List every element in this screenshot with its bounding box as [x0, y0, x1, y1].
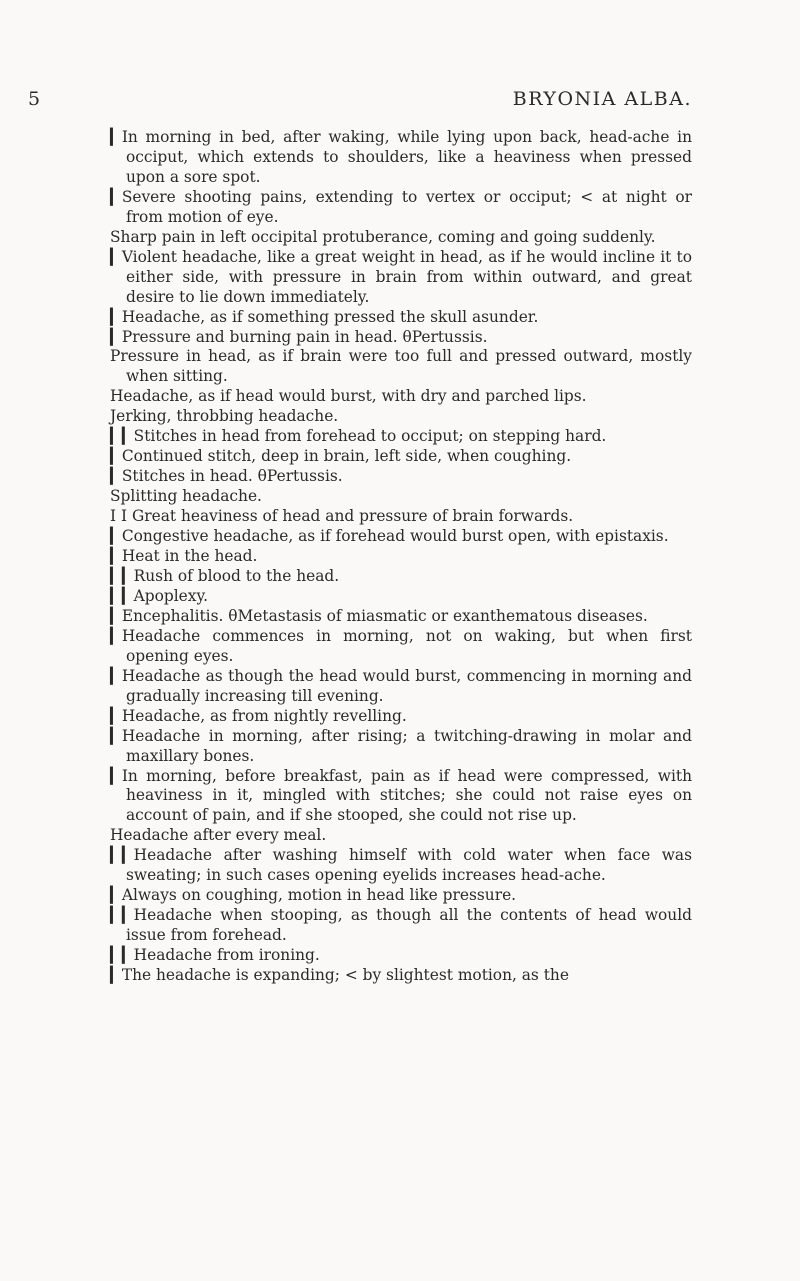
symptom-entry: ▎Always on coughing, motion in head like pressure.	[110, 886, 517, 905]
symptom-entry: Pressure in head, as if brain were too full and pressed outward, mostly when sitting.	[110, 347, 692, 386]
symptom-entry: ▎Violent headache, like a great weight in head, as if he would incline it to either side, with pressure in brain from within outward, and great desire to lie down immediately.	[110, 247, 692, 306]
symptom-entry: ▎▎Stitches in head from forehead to occiput; on stepping hard.	[110, 427, 607, 446]
symptom-entry: ▎The headache is expanding; < by slightest motion, as the	[110, 966, 569, 985]
page-header	[0, 88, 800, 116]
symptom-entry: Jerking, throbbing headache.	[110, 407, 339, 426]
symptom-entry: ▎Encephalitis. θMetastasis of miasmatic or exanthematous diseases.	[110, 606, 648, 625]
symptom-entry: ▎Headache, as from nightly revelling.	[110, 706, 407, 725]
symptom-entry: ▎Headache in morning, after rising; a twitching-drawing in molar and maxillary bones.	[110, 726, 692, 765]
symptom-entry: ▎Headache as though the head would burst, commencing in morning and gradually increasing till evening.	[110, 666, 692, 705]
symptom-entry: ▎▎Headache after washing himself with cold water when face was sweating; in such cases opening eyelids increases head-ache.	[110, 846, 692, 885]
symptom-entry: ▎Headache, as if something pressed the skull asunder.	[110, 307, 539, 326]
page-number: 5	[28, 88, 41, 110]
body-text	[110, 128, 692, 986]
symptom-entry: ▎▎Apoplexy.	[110, 586, 209, 605]
symptom-entry: ▎▎Headache from ironing.	[110, 946, 320, 965]
symptom-entry: I I Great heaviness of head and pressure of brain forwards.	[110, 507, 574, 526]
symptom-entry: ▎Severe shooting pains, extending to vertex or occiput; < at night or from motion of eye.	[110, 187, 692, 226]
symptom-entry: ▎Headache commences in morning, not on waking, but when first opening eyes.	[110, 626, 692, 665]
symptom-entry: ▎In morning in bed, after waking, while lying upon back, head-ache in occiput, which extends to shoulders, like a heaviness when pressed upon a sore spot.	[110, 128, 692, 186]
symptom-entry: ▎▎Headache when stooping, as though all the contents of head would issue from forehead.	[110, 906, 692, 945]
symptom-entry: Sharp pain in left occipital protuberance, coming and going suddenly.	[110, 227, 656, 246]
symptom-entry: ▎Continued stitch, deep in brain, left side, when coughing.	[110, 447, 572, 466]
symptom-entry: ▎▎Rush of blood to the head.	[110, 566, 340, 585]
symptom-entry: ▎Stitches in head. θPertussis.	[110, 467, 343, 486]
symptom-entry: ▎Heat in the head.	[110, 547, 258, 566]
symptom-entry: Headache, as if head would burst, with dry and parched lips.	[110, 387, 587, 406]
symptom-entry: Splitting headache.	[110, 487, 262, 506]
symptom-entry: Headache after every meal.	[110, 826, 327, 845]
symptom-entry: ▎Congestive headache, as if forehead would burst open, with epistaxis.	[110, 527, 669, 546]
running-head: BRYONIA ALBA.	[512, 88, 692, 110]
symptom-entry: ▎Pressure and burning pain in head. θPertussis.	[110, 327, 488, 346]
symptom-entry: ▎In morning, before breakfast, pain as if head were compressed, with heaviness in it, mingled with stitches; she could not raise eyes on account of pain, and if she stooped, she could not rise up.	[110, 766, 692, 825]
